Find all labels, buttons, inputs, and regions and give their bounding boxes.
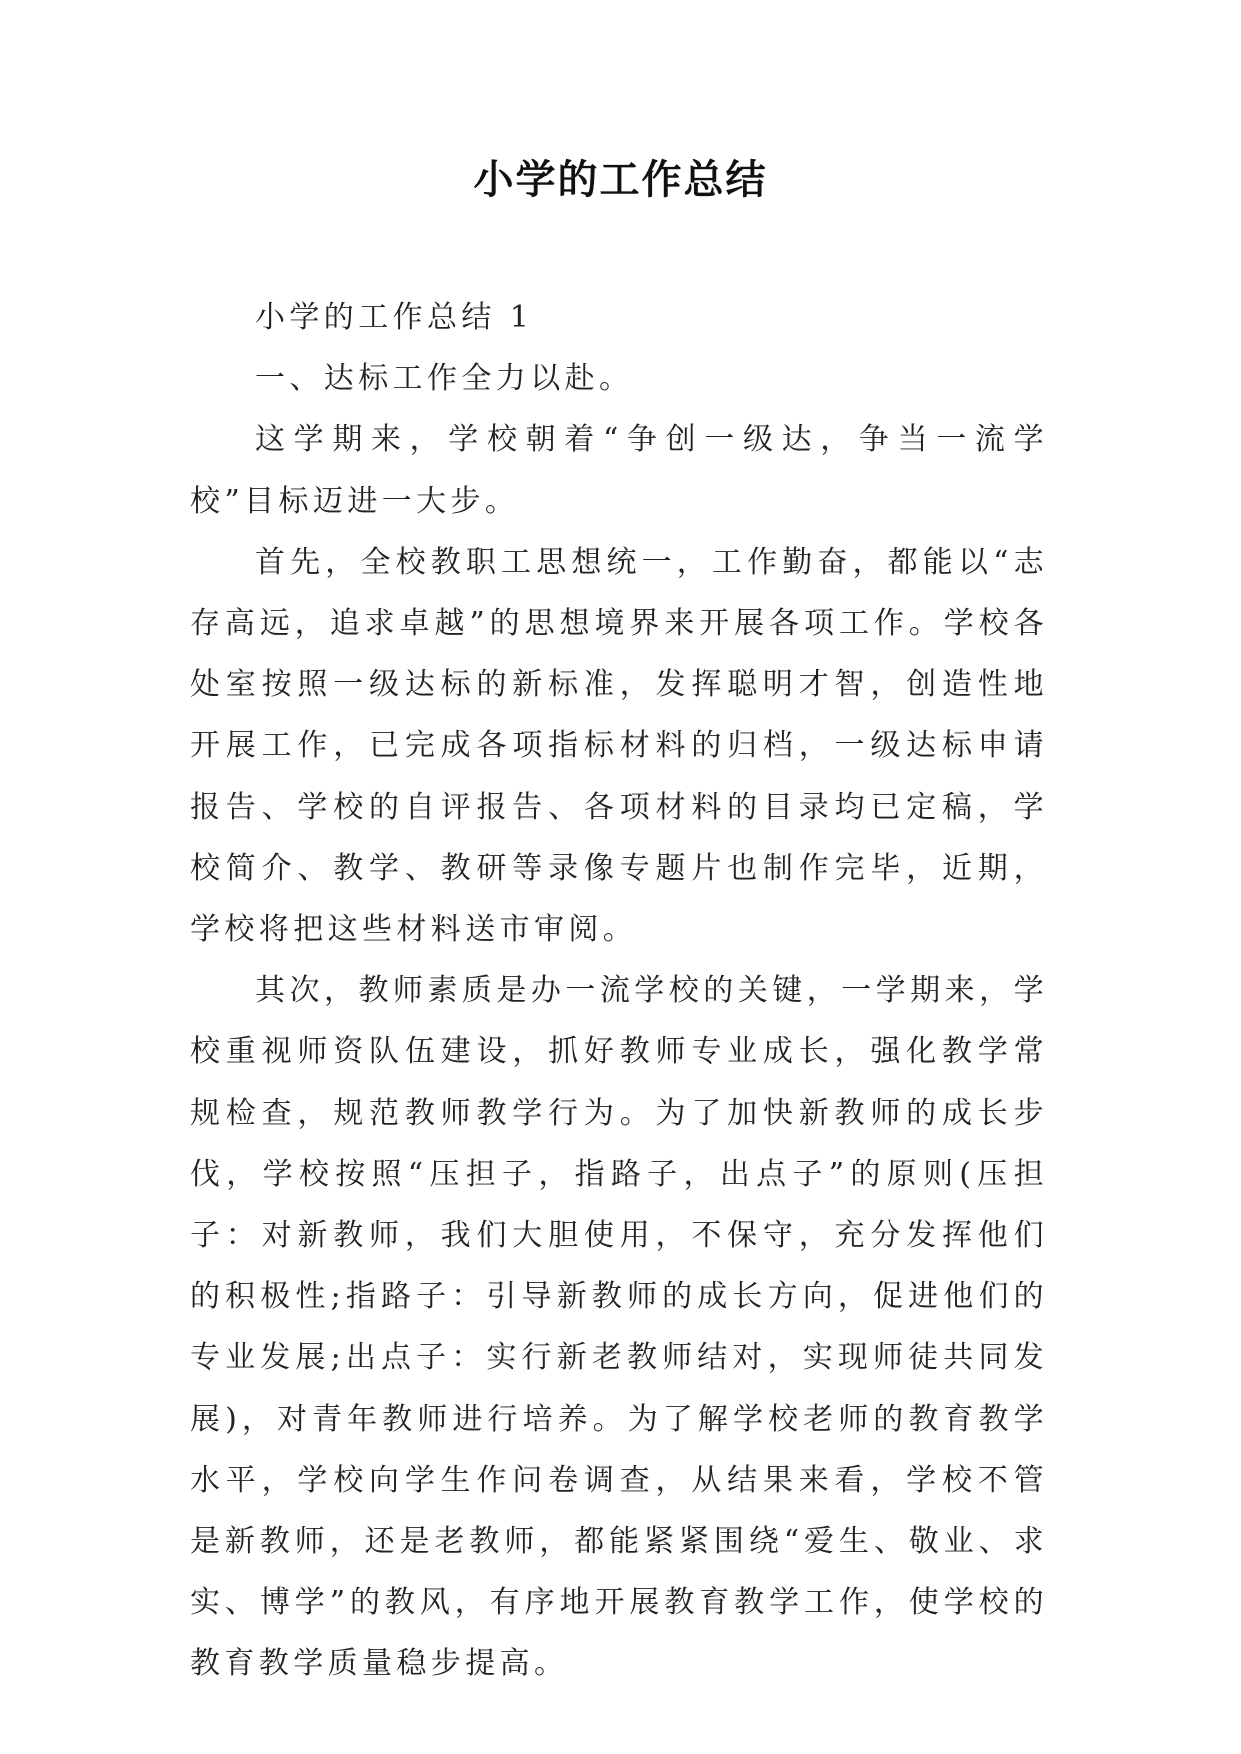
document-title: 小学的工作总结 xyxy=(473,157,768,203)
section-heading: 小学的工作总结 1 xyxy=(255,300,534,335)
subsection-heading: 一、达标工作全力以赴。 xyxy=(255,361,634,397)
document-body xyxy=(190,287,1048,1695)
body-paragraph: 这学期来，学校朝着“争创一级达，争当一流学校”目标迈进一大步。 xyxy=(190,422,1048,519)
body-paragraph: 其次，教师素质是办一流学校的关键，一学期来，学校重视师资队伍建设，抓好教师专业成长，强化教学常规检查，规范教师教学行为。为了加快新教师的成长步伐，学校按照“压担子，指路子，出点子”的原则(压担子：对新教师，我们大胆使用，不保守，充分发挥他们的积极性;指路子：引导新教师的成长方向，促进他们的专业发展;出点子：实行新老教师结对，实现师徒共同发展)，对青年教师进行培养。为了解学校老师的教育教学水平，学校向学生作问卷调查，从结果来看，学校不管是新教师，还是老教师，都能紧紧围绕“爱生、敬业、求实、博学”的教风，有序地开展教育教学工作，使学校的教育教学质量稳步提高。 xyxy=(190,973,1048,1682)
body-paragraph: 首先，全校教职工思想统一，工作勤奋，都能以“志存高远，追求卓越”的思想境界来开展各项工作。学校各处室按照一级达标的新标准，发挥聪明才智，创造性地开展工作，已完成各项指标材料的归档，一级达标申请报告、学校的自评报告、各项材料的目录均已定稿，学校简介、教学、教研等录像专题片也制作完毕，近期，学校将把这些材料送市审阅。 xyxy=(190,544,1048,948)
